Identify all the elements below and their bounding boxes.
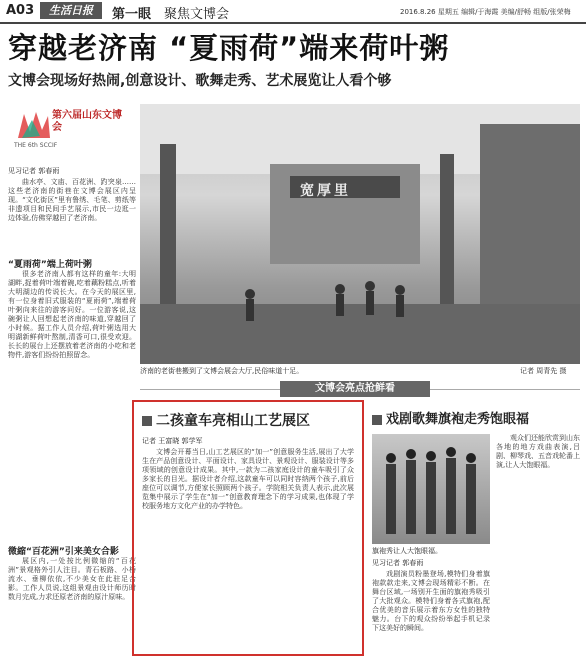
square-bullet-icon [372,415,382,425]
page-header [0,0,586,24]
boxed-article-title-text: 二孩童车亮相山工艺展区 [156,413,310,429]
photographer-credit: 记者 周青先 摄 [520,367,567,375]
article-byline: 见习记者 郭春雨 [8,167,60,175]
section-subtitle: 聚焦文博会 [164,7,230,22]
square-bullet-icon [142,416,152,426]
section-title: 第一眼 [112,7,152,22]
subhead-2: 微縮“百花洲”引来美女合影 [8,547,119,557]
right-article-side-column: 观众们还能欣赏到山东各地的地方戏曲表演,吕剧、柳琴戏、五音戏轮番上演,让人大饱眼福。 [496,434,580,469]
page-number: A03 [6,3,35,18]
banner-rule-left [140,389,280,390]
festival-logo-text: 第六届山东文博会 [52,110,122,133]
right-article-body: 戏剧演员粉墨登场,模特们身着旗袍款款走来,文博会现场精彩不断。在舞台区域,一场别开生面的旗袍秀吸引了大批观众。模特们身着各式旗袍,配合优美的音乐展示着东方女性的独特魅力。台下的观众纷纷举起手机记录下这美好的瞬间。 [372,570,490,632]
lead-paragraph: 曲水亭、文庙、百花洲、趵突泉……这些老济南的街巷在文博会展区内呈现。“文化街区”里有鲁绣、毛笔、剪纸等非遗项目和民间手艺展示,市民一边逛一边体验,仿佛穿越回了老济南。 [8,178,136,222]
section-banner: 文博会亮点抢鲜看 [280,381,430,397]
date-line: 2016.8.26 星期五 编辑/于海霞 美编/舒畅 组版/张荣梅 [400,8,571,16]
photo-sign-text: 宽厚里 [300,183,351,199]
headline: 穿越老济南 “夏雨荷”端来荷叶粥 [8,31,450,65]
paper-logo: 生活日报 [40,2,102,19]
festival-logo-en: THE 6th SCCIF [14,142,58,149]
boxed-article-body: 文博会开幕当日,山工艺展区的“加一”创意服务生活,展出了大学生在产品创意设计、平面设计、家具设计、景观设计、服装设计等多项领域的创意设计成果。其中,一款为二孩家庭设计的童车吸引了众多家长的目光。据设计者介绍,这款童车可以同时容纳两个孩子,前后座位可以调节,方便家长照顾两个孩子。学院相关负责人表示,此次展览集中展示了学生在“加一”创意教育理念下的学习成果,也体现了学校服务地方文化产业的办学特色。 [142,448,354,510]
boxed-article-title [142,410,310,430]
right-article-byline: 见习记者 郭春雨 [372,559,424,567]
sub-headline: 文博会现场好热闹,创意设计、歌舞走秀、艺术展览让人看个够 [8,73,392,89]
body-paragraph-2: 展区内,一处按比例微缩的“百花洲”景观格外引人注目。青石板路、小桥流水、垂柳依依,不少美女在此驻足合影。工作人员说,这组景观由设计师历时数月完成,力求还原老济南的原汁原味。 [8,557,136,601]
subhead-1: “夏雨荷”端上荷叶粥 [8,260,92,270]
qipao-photo [372,434,490,544]
festival-emblem-icon [14,108,54,142]
right-article-title-text: 戏剧歌舞旗袍走秀饱眼福 [386,412,530,427]
photo-caption: 济南的老街巷搬到了文博会展会大厅,民俗味道十足。 [140,367,304,375]
highlighted-article-box [132,400,364,656]
main-photo [140,104,580,364]
qipao-photo-caption: 旗袍秀让人大饱眼福。 [372,547,442,555]
boxed-article-byline: 记者 王富晓 郭学军 [142,437,203,445]
right-article-title [372,408,529,427]
festival-logo [14,108,124,149]
body-paragraph-1: 很多老济南人都有这样的童年:大明湖畔,捉着荷叶端着碗,吃着藕粉糕点,听着大明湖边的传说长大。在今天的展区里,有一位身着旧式服装的“夏雨荷”,端着荷叶粥向来往的游客问好。一位游客说,这碗粥让人回想起老济南的味道,穿越回了小时候。据工作人员介绍,荷叶粥选用大明湖新鲜荷叶熬制,清香可口,很受欢迎。长长的展台上还摆放着老济南的小吃和老物件,游客们纷纷拍照留念。 [8,270,136,359]
banner-rule-right [430,389,580,390]
